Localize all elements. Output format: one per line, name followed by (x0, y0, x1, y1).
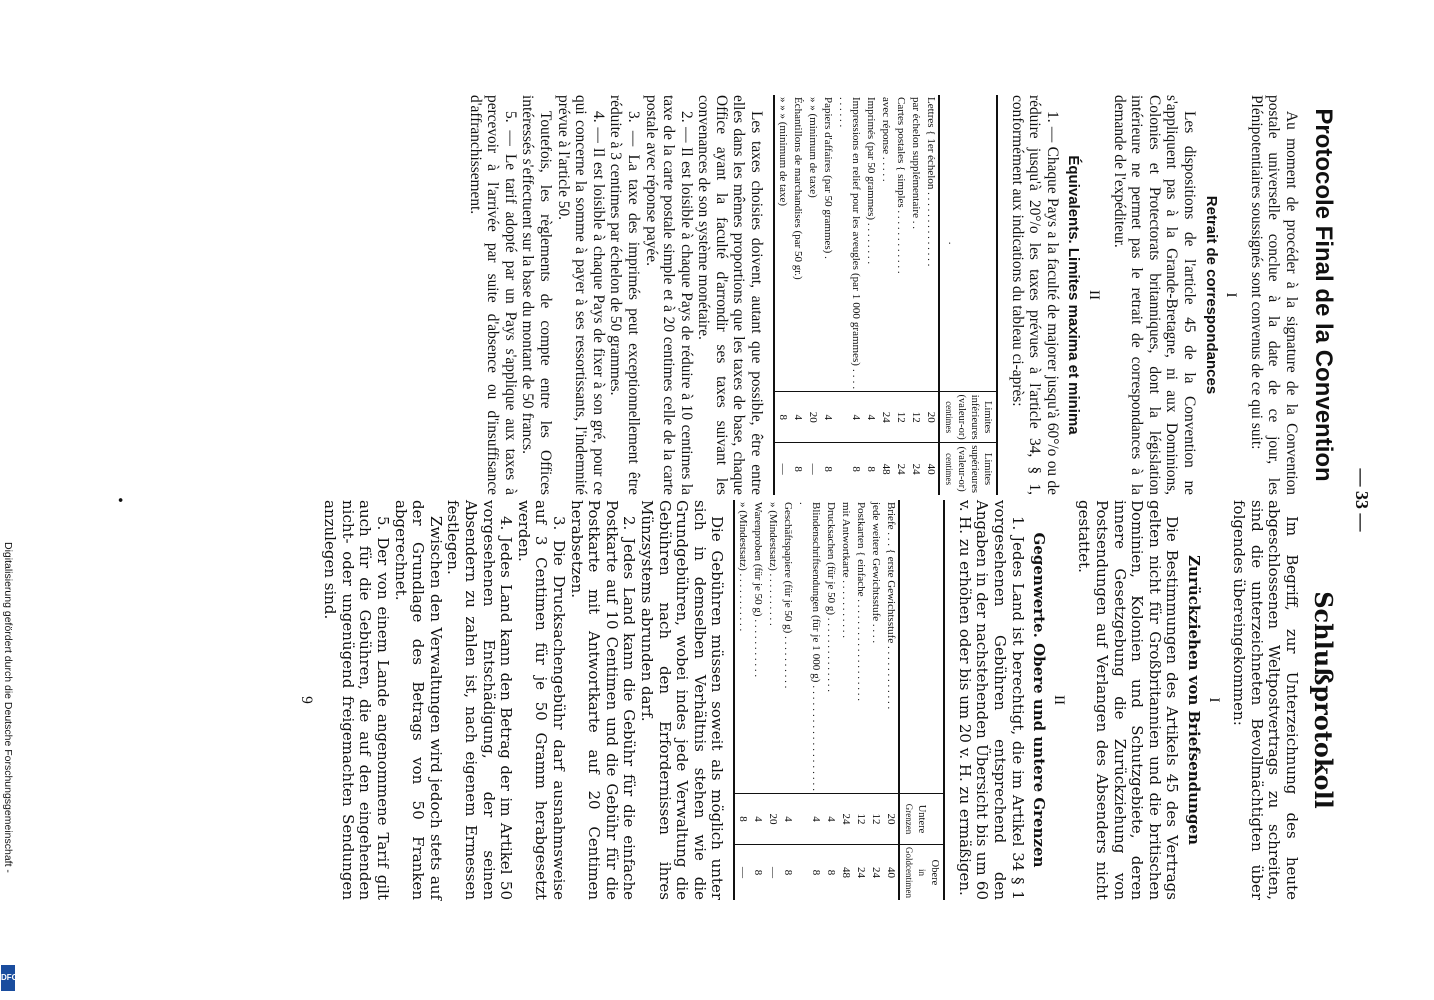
french-title: Protocole Final de la Convention (1310, 108, 1337, 482)
german-row-upper-value: 24 (868, 845, 883, 900)
french-table-row (805, 95, 820, 495)
german-row-upper-value: 8 (795, 845, 823, 900)
german-paragraph-4b: Zwischen den Verwaltungen wird jedoch stets auf der Grundlage des Betrags von 50 Franken abgerechnet. (391, 500, 445, 900)
german-row-lower-value: 4 (795, 794, 823, 845)
signature-mark: 9 (297, 696, 315, 704)
german-section1-title: Zurückziehen von Briefsendungen (1185, 555, 1204, 845)
french-lower-label: Limites inférieures (valeur-or) (956, 394, 994, 440)
french-section1-text: Les dispositions de l'article 45 de la Convention ne s'appliquent pas à la Grande-Bretagne, ni aux Dominions, Colonies et Protectorats britanniques, dont la législation intérieure ne permet pas le retrait de correspondances à la demande de l'expéditeur. (1110, 95, 1199, 495)
french-table-row (878, 95, 893, 495)
german-upper-label: Obere (929, 859, 941, 886)
french-column (466, 95, 1338, 495)
french-row-lower-value: 8 (774, 392, 790, 443)
french-lower-unit: centimes (944, 401, 955, 434)
german-paragraph-3: 3. Die Drucksachengebühr darf ausnahmsweise auf 3 Centimen für je 50 Gramm herabgesetzt werden. (514, 500, 568, 900)
french-paragraph-taxes: Les taxes choisies doivent, autant que possible, être entre elles dans les mêmes proportions que les taxes de base, chaque Office ayant la faculté d'arrondir ses taxes suivant les convenances de son système monétaire. (695, 95, 766, 495)
french-row-upper-value: 24 (908, 443, 923, 495)
french-row-upper-value: 8 (820, 443, 835, 495)
footer-dot: • (111, 497, 128, 503)
german-section1-text: Die Bestimmungen des Artikels 45 des Vertrags gelten nicht für Großbritannien und die britischen Dominien, Kolonien und Schutzgebiete, deren innere Gesetzgebung die Zurückziehung von Postsendungen auf Verlangen des Absenders nicht gestattet. (1075, 500, 1182, 900)
german-row-lower-value: 20 (883, 794, 899, 845)
french-section2-title: Équivalents. Limites maxima et minima (1065, 155, 1083, 435)
french-row-label: Impressions en relief pour les aveugles (par 1 000 grammes) . . . . . . . . . . (837, 97, 863, 390)
french-row-label: par échelon supplémentaire . . (910, 97, 923, 229)
german-lower-sub: Grenzen (904, 803, 915, 835)
french-section1-title: Retrait de correspondances (1202, 195, 1220, 395)
german-paragraph-taxes: Die Gebühren müssen soweit als möglich unter sich in demselben Verhältnis stehen wie die Grundgebühren, wobei indes jede Verwaltung die Gebühren nach den Erfordernissen ihres Münzsystems abrunden darf. (637, 500, 727, 900)
german-table-row (765, 500, 780, 900)
french-row-upper-value: 8 (790, 443, 805, 495)
german-intro: Im Begriff, zur Unterzeichnung des heute abgeschlossenen Weltpostvertrags zu schreiten, sind die unterzeichneten Bevollmächtigten über folgendes übereingekommen: (1230, 500, 1301, 900)
french-row-lower-value: 20 (805, 392, 820, 443)
french-row-label: Papiers d'affaires (par 50 grammes) . (822, 97, 835, 259)
german-table-row (750, 500, 765, 900)
french-section1-number: I (1223, 292, 1240, 298)
german-table-row (868, 500, 883, 900)
french-row-label: Imprimés (par 50 grammes) . . . . . . . . (865, 97, 878, 265)
french-table-lower-header (939, 392, 997, 443)
german-row-label: jede weitere Gewichtsstufe . . . . (870, 502, 883, 644)
german-row-upper-value: 48 (838, 845, 853, 900)
german-rates-table (733, 500, 945, 900)
german-paragraph-2: 2. Jedes Land kann die Gebühr für die einfache Postkarte auf 10 Centimen und die Gebühr für die Postkarte mit Antwortkarte auf 20 Centimen herabsetzen. (567, 500, 639, 900)
german-row-lower-value: 20 (765, 794, 780, 845)
german-section1-number: I (1205, 697, 1222, 703)
german-table-row (838, 500, 853, 900)
french-row-lower-value: 4 (790, 392, 805, 443)
german-section2-title: Gegenwerte. Obere und untere Grenzen (1030, 532, 1049, 868)
french-paragraph-4: 4. — Il est loisible à chaque Pays de fixer à son gré, pour ce qui concerne la somme à payer à ses ressortissants, l'indemnité prévue à l'article 50. (554, 95, 607, 495)
page-header: — 33 — (1352, 468, 1372, 532)
french-row-upper-value: — (805, 443, 820, 495)
french-row-lower-value: 4 (863, 392, 878, 443)
french-upper-label: Limites supérieures (valeur-or) (956, 445, 994, 494)
french-row-upper-value: 8 (835, 443, 863, 495)
french-row-label: Lettres { 1er échelon . . . . . . . . . . . . . . (925, 97, 938, 267)
french-row-lower-value: 4 (820, 392, 835, 443)
french-row-lower-value: 4 (835, 392, 863, 443)
german-table-row (883, 500, 899, 900)
german-table-bottom-rule (733, 500, 734, 900)
german-table-row (823, 500, 838, 900)
french-table-row (774, 95, 790, 495)
german-row-upper-value: — (765, 845, 780, 900)
german-table-lower-header (899, 794, 944, 845)
french-row-upper-value: 8 (863, 443, 878, 495)
german-paragraph-4: 4. Jedes Land kann den Betrag der im Artikel 50 vorgesehenen Entschädigung, der seinen Absendern zu zahlen ist, nach eigenem Ermessen festlegen. (444, 500, 516, 900)
scan-credit-text: Digitalisierung gefördert durch die Deutsche Forschungsgemeinschaft - (2, 542, 14, 873)
french-table-row (908, 95, 923, 495)
german-table-row (780, 500, 795, 900)
german-table-row (853, 500, 868, 900)
german-section2-number: II (1050, 695, 1067, 705)
french-upper-unit: centimes (944, 453, 955, 486)
german-row-label: » (Mindestsatz) . . . . . . . . . . . (737, 502, 750, 632)
german-row-lower-value: 24 (838, 794, 853, 845)
german-row-lower-value: 4 (750, 794, 765, 845)
german-row-lower-value: 4 (780, 794, 795, 845)
french-table-label-header: · (939, 95, 997, 392)
german-row-label: Geschäftspapiere (für je 50 g) . . . . . . . . . . (782, 502, 795, 689)
french-row-label: Cartes postales { simples . . . . . . . . . . . . (895, 97, 908, 274)
german-row-label: Drucksachen (für je 50 g) . . . . . . . . . . . . . . (825, 502, 838, 693)
french-row-label: » » (minimum de taxe) (807, 97, 820, 198)
german-paragraph-1: 1. Jedes Land ist berechtigt, die im Artikel 34 § 1 vorgesehenen Gebühren entsprechend den Angaben in der nachstehenden Übersicht bis um 60 v. H. zu erhöhen oder bis um 20 v. H. zu ermäßigen. (955, 500, 1027, 900)
german-row-upper-value: 8 (780, 845, 795, 900)
french-row-lower-value: 12 (893, 392, 908, 443)
german-row-label: » (Mindestsatz) . . . . . . . . . . (767, 502, 780, 626)
french-paragraph-3: 3. — La taxe des imprimés peut exceptionnellement être réduite à 3 centimes par échelon de 50 grammes. (607, 95, 642, 495)
french-row-label: Échantillons de marchandises (par 50 gr.) (792, 97, 805, 280)
french-table-row (790, 95, 805, 495)
french-row-label: avec réponse . . . . . (880, 97, 893, 182)
french-row-upper-value: 40 (923, 443, 939, 495)
french-row-lower-value: 24 (878, 392, 893, 443)
german-lower-label: Untere (916, 804, 928, 834)
german-row-upper-value: 8 (823, 845, 838, 900)
german-row-upper-value: — (734, 845, 750, 900)
french-table-row (820, 95, 835, 495)
french-paragraph-1: 1. — Chaque Pays a la faculté de majorer jusqu'à 60°/o ou de réduire jusqu'à 20°/o les taxes prévues à l'article 34, § 1, conformément aux indications du tableau ci-après: (1008, 95, 1061, 495)
german-table-row (734, 500, 750, 900)
german-column (297, 500, 1338, 900)
french-table-row (863, 95, 878, 495)
french-intro: Au moment de procéder à la signature de la Convention postale universelle conclue à la date de ce jour, les Plénipotentiaires soussignés sont convenus de ce qui suit: (1247, 95, 1300, 495)
french-row-upper-value: 24 (893, 443, 908, 495)
french-row-lower-value: 20 (923, 392, 939, 443)
french-table-row (893, 95, 908, 495)
french-table-row (923, 95, 939, 495)
german-row-lower-value: 4 (823, 794, 838, 845)
german-row-upper-value: 40 (883, 845, 899, 900)
german-row-lower-value: 12 (868, 794, 883, 845)
german-paragraph-5: 5. Der von einem Lande angenommene Tarif gilt auch für die Gebühren, die auf den eingehenden nicht- oder ungenügend freigemachten Sendungen anzulegen sind. (321, 500, 393, 900)
french-section2-number: II (1086, 290, 1103, 300)
german-row-label: Postkarten { einfache . . . . . . . . . . . . . . . . . . . (855, 502, 868, 701)
german-upper-unit: in Goldcentimen (904, 847, 928, 899)
german-row-lower-value: 8 (734, 794, 750, 845)
dfg-logo-icon: DFG (1, 965, 15, 991)
german-row-label: Warenproben (für je 50 g) . . . . . . . . . . . (752, 502, 765, 678)
german-row-lower-value: 12 (853, 794, 868, 845)
french-row-lower-value: 12 (908, 392, 923, 443)
german-table-label-header (899, 500, 944, 794)
german-row-upper-value: 24 (853, 845, 868, 900)
french-row-label: » » » (minimum de taxe) (777, 97, 790, 207)
french-row-upper-value: — (774, 443, 790, 495)
german-table-upper-header (899, 845, 944, 900)
french-table-row (835, 95, 863, 495)
french-row-upper-value: 48 (878, 443, 893, 495)
french-paragraph-4b: Toutefois, les règlements de compte entre les Offices intéressés s'effectuent sur la base du montant de 50 francs. (519, 95, 554, 495)
french-paragraph-5: 5. — Le tarif adopté par un Pays s'applique aux taxes à percevoir à l'arrivée par suite d'absence ou d'insuffisance d'affranchissement. (466, 95, 519, 495)
scan-credit (0, 540, 14, 1000)
german-row-label: Briefe . . . { erste Gewichtsstufe . . . . . . . . . . . . (885, 502, 898, 710)
german-table-row (795, 500, 823, 900)
french-table-bottom-rule (773, 95, 774, 495)
german-row-label: mit Antwortkarte . . . . . . . . . . . (840, 502, 853, 638)
german-row-upper-value: 8 (750, 845, 765, 900)
german-title: Schlußprotokoll (1309, 591, 1338, 809)
french-paragraph-2: 2. — Il est loisible à chaque Pays de réduire à 10 centimes la taxe de la carte postale simple et à 20 centimes celle de la carte postale avec réponse payée. (642, 95, 695, 495)
french-rates-table (773, 95, 998, 495)
german-row-label: Blindenschriftsendungen (für je 1 000 g) . . . . . . . . . . . . . . . . . . . . (797, 502, 823, 792)
french-table-upper-header (939, 443, 997, 495)
